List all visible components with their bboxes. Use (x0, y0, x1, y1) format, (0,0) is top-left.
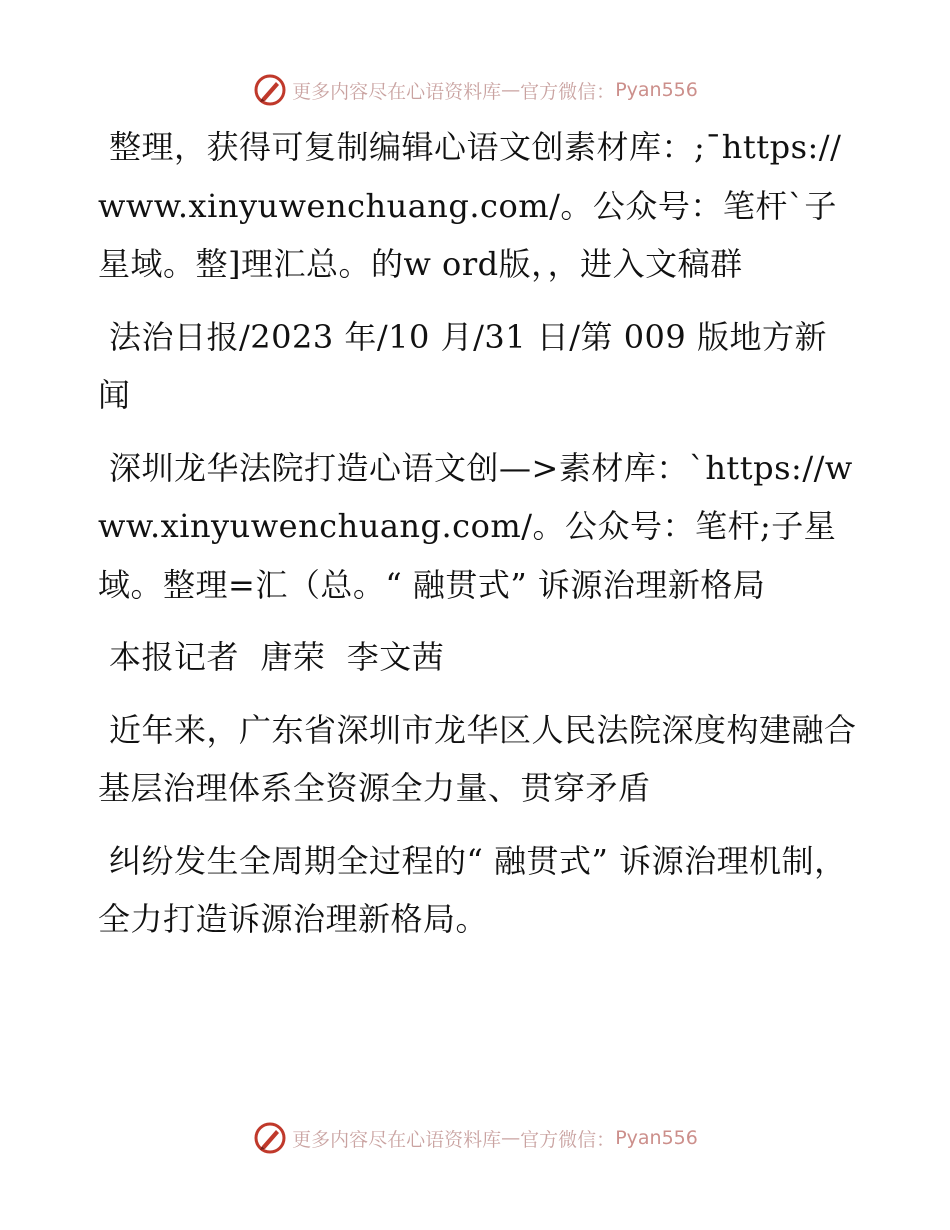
watermark-official: 官方微信： (520, 1128, 616, 1151)
watermark-separator: — (501, 1127, 521, 1149)
watermark-text: 更多内容尽在心语资料库 (292, 1128, 502, 1151)
paragraph-body-1: 近年来，广东省深圳市龙华区人民法院深度构建融合基层治理体系全资源全力量、贯穿矛盾 (98, 710, 857, 807)
document-body (98, 118, 858, 963)
header-watermark (0, 70, 950, 110)
writing-pen-logo-icon (252, 1120, 288, 1156)
watermark-text: 更多内容尽在心语资料库 (292, 80, 502, 103)
paragraph-byline: 本报记者 唐荣 李文茜 (109, 638, 445, 676)
paragraph-intro: 整理，获得可复制编辑心语文创素材库：;¯https://www.xinyuwenchuang.com/。公众号：笔杆`子星域。整]理汇总。的w ord版，，进入文稿群 (98, 128, 842, 283)
paragraph-body-2: 纠纷发生全周期全过程的“ 融贯式” 诉源治理机制，全力打造诉源治理新格局。 (98, 841, 847, 938)
watermark-handle: Pyan556 (615, 79, 698, 101)
writing-pen-logo-icon (252, 72, 288, 108)
watermark-separator: — (501, 79, 521, 101)
watermark-official: 官方微信： (520, 80, 616, 103)
paragraph-source-line: 法治日报/2023 年/10 月/31 日/第 009 版地方新闻 (98, 317, 827, 414)
footer-watermark (0, 1118, 950, 1158)
watermark-handle: Pyan556 (615, 1127, 698, 1149)
paragraph-headline: 深圳龙华法院打造心语文创—>素材库：`https://www.xinyuwenchuang.com/。公众号：笔杆;子星域。整理=汇（总。“ 融贯式” 诉源治理新格局 (98, 448, 853, 604)
